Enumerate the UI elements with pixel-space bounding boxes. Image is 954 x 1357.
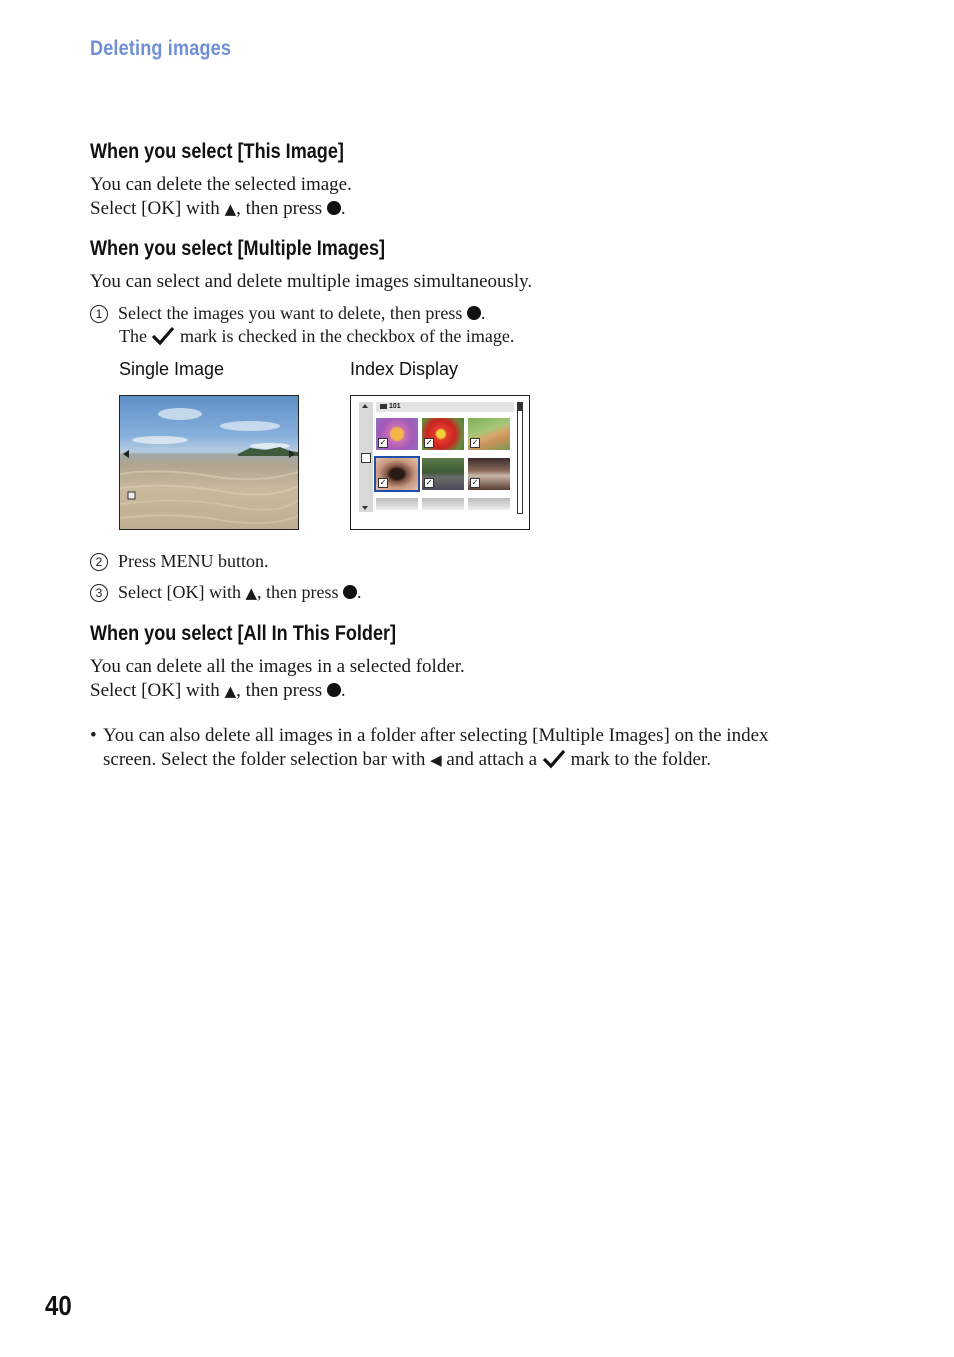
this-image-line2a: Select [OK] with	[90, 198, 225, 219]
heading-this-image: When you select [This Image]	[90, 140, 344, 163]
heading-all-in-folder: When you select [All In This Folder]	[90, 622, 397, 645]
center-button-icon	[343, 585, 357, 599]
this-image-line2b: , then press	[236, 198, 327, 219]
thumbnail-row-partial	[376, 498, 514, 510]
all-folder-line1: You can delete all the images in a selected folder.	[90, 656, 465, 677]
folder-checkbox[interactable]	[361, 453, 371, 463]
note-line1: You can also delete all images in a folder after selecting [Multiple Images] on the index	[103, 725, 769, 746]
step-1-text: Select the images you want to delete, then press	[118, 303, 467, 323]
this-image-line2c: .	[340, 198, 346, 219]
center-button-icon	[327, 201, 341, 215]
thumbnail-checkbox[interactable]: ✓	[425, 478, 433, 487]
scroll-down-icon	[362, 506, 368, 510]
thumbnail-3[interactable]	[468, 418, 510, 450]
thumbnail-checkbox[interactable]: ✓	[379, 438, 387, 447]
single-image-screen	[119, 395, 299, 530]
thumbnail-2[interactable]	[422, 418, 464, 450]
all-folder-line2a: Select [OK] with	[90, 680, 225, 701]
thumbnail-checkbox[interactable]: ✓	[379, 478, 387, 487]
note-line2b: and attach a	[441, 749, 542, 770]
scroll-up-icon	[362, 404, 368, 408]
step-1-sub-b: mark is checked in the checkbox of the image.	[175, 326, 515, 346]
thumbnail-6[interactable]	[468, 458, 510, 490]
note-text	[103, 724, 769, 772]
all-folder-line2c: .	[340, 680, 346, 701]
folder-bar[interactable]	[376, 402, 514, 412]
folder-label: 101	[389, 403, 401, 410]
up-arrow-icon: ▲	[224, 200, 237, 218]
page-number: 40	[45, 1290, 72, 1321]
this-image-line1: You can delete the selected image.	[90, 174, 352, 195]
center-button-icon	[467, 306, 481, 320]
note-line2a: screen. Select the folder selection bar with	[103, 749, 431, 770]
all-folder-desc	[90, 655, 465, 703]
check-mark-icon	[542, 749, 566, 769]
step-3-text-c: .	[357, 582, 362, 602]
step-2-number: 2	[90, 553, 108, 571]
step-3-text-b: , then press	[257, 582, 343, 602]
thumbnail-checkbox[interactable]: ✓	[471, 438, 479, 447]
step-3-text-a: Select [OK] with	[118, 582, 246, 602]
left-arrow-icon: ◀	[430, 751, 442, 769]
step-1-sub-a: The	[119, 326, 152, 346]
thumbnail-checkbox[interactable]: ✓	[471, 478, 479, 487]
caption-index-display: Index Display	[350, 359, 459, 379]
scrollbar-thumb[interactable]	[518, 403, 522, 411]
folder-icon	[380, 404, 387, 409]
note-line2c: mark to the folder.	[565, 749, 711, 770]
heading-multiple-images: When you select [Multiple Images]	[90, 237, 386, 260]
step-1-sub	[119, 325, 514, 347]
caption-single-image: Single Image	[119, 359, 225, 379]
step-3	[90, 581, 362, 604]
this-image-desc	[90, 173, 352, 221]
thumbnail-1[interactable]	[376, 418, 418, 450]
thumbnail-checkbox[interactable]: ✓	[425, 438, 433, 447]
up-arrow-icon: ▲	[245, 584, 258, 602]
note-bullet: •	[90, 725, 97, 746]
scrollbar[interactable]	[517, 402, 523, 514]
step-1	[90, 302, 485, 324]
step-1-number: 1	[90, 305, 108, 323]
thumbnail-4-selected[interactable]	[376, 458, 418, 490]
beach-photo	[120, 396, 298, 529]
step-1-period: .	[480, 303, 486, 323]
index-display-screen	[350, 395, 530, 530]
all-folder-line2b: , then press	[236, 680, 327, 701]
check-mark-icon	[151, 326, 175, 346]
step-2-text: Press MENU button.	[118, 551, 269, 571]
step-3-number: 3	[90, 584, 108, 602]
index-sidebar	[359, 402, 373, 512]
step-2	[90, 550, 269, 572]
page-header: Deleting images	[90, 37, 232, 60]
multiple-images-intro: You can select and delete multiple images simultaneously.	[90, 271, 533, 292]
thumbnail-5[interactable]	[422, 458, 464, 490]
up-arrow-icon: ▲	[224, 682, 237, 700]
center-button-icon	[327, 683, 341, 697]
